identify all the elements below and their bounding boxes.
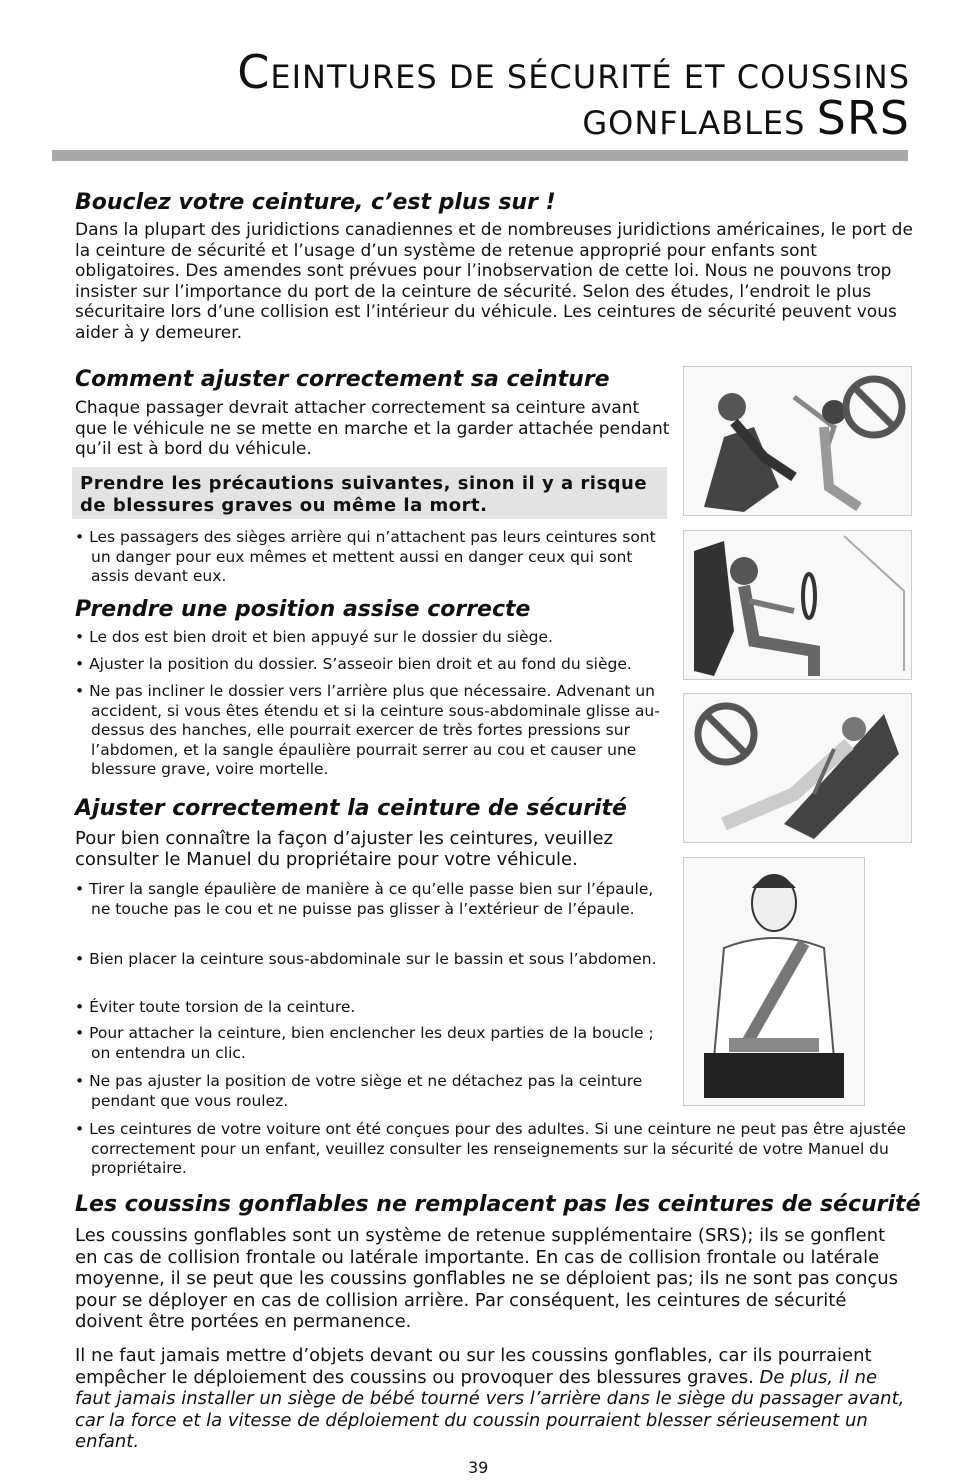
- section1-heading: Bouclez votre ceinture, c’est plus sur !: [75, 190, 556, 215]
- section4-bullet: • Les ceintures de votre voiture ont été conçues pour des adultes. Si une ceinture ne peut pas être ajustée correctement pour un enfant, veuillez consulter les renseignements sur la sécurité de votre Manuel du propriétaire.: [75, 1120, 921, 1179]
- section2-body: Chaque passager devrait attacher correctement sa ceinture avant que le véhicule ne se mette en marche et la garder attachée pendant qu’il est à bord du véhicule.: [75, 398, 670, 459]
- section4-body: Pour bien connaître la façon d’ajuster les ceintures, veuillez consulter le Manuel du propriétaire pour votre véhicule.: [75, 828, 613, 870]
- section4-bullet: • Éviter toute torsion de la ceinture.: [75, 998, 666, 1018]
- section5-body2-normal: Il ne faut jamais mettre d’objets devant ou sur les coussins gonflables, car ils pourraient empêcher le déploiement des coussins ou provoquer des blessures graves.: [75, 1345, 872, 1388]
- section3-bullet: • Ajuster la position du dossier. S’asseoir bien droit et au fond du siège.: [75, 655, 691, 675]
- section4-bullet: • Bien placer la ceinture sous-abdominale sur le bassin et sous l’abdomen.: [75, 950, 666, 970]
- section3-bullet: • Ne pas incliner le dossier vers l’arrière plus que nécessaire. Advenant un accident, si vous êtes étendu et si la ceinture sous-abdominale glisse au-dessus des hanches, elle pourrait exercer de très fortes pressions sur l’abdomen, et la sangle épaulière pourrait serrer au cou et causer une blessure grave, voire mortelle.: [75, 682, 691, 780]
- section4-bullet: • Pour attacher la ceinture, bien enclencher les deux parties de la boucle ; on entendra un clic.: [75, 1024, 666, 1063]
- section5-heading: Les coussins gonflables ne remplacent pas les ceintures de sécurité: [75, 1192, 921, 1217]
- illustration-belt-position: [683, 857, 865, 1106]
- illustration-correct-seating: [683, 530, 912, 680]
- title-cap-2: SRS: [816, 91, 910, 145]
- section1-body: Dans la plupart des juridictions canadiennes et de nombreuses juridictions américaines, le port de la ceinture de sécurité et l’usage d’un système de retenue approprié pour enfants sont obligatoires. Des amendes sont prévues pour l’inobservation de cette loi. Nous ne pouvons trop insister sur l’importance du port de la ceinture de sécurité. Selon des études, l’endroit le plus sécuritaire lors d’une collision est l’intérieur du véhicule. Les ceintures de sécurité peuvent vous aider à y demeurer.: [75, 220, 913, 343]
- section5-body2-italic: De plus, il ne faut jamais installer un siège de bébé tourné vers l’arrière dans le siège du passager avant, car la force et la vitesse de déploiement du coussin pourraient blesser sérieusement un enfant.: [75, 1366, 905, 1452]
- section5-body1: Les coussins gonflables sont un système de retenue supplémentaire (SRS); ils se gonflent en cas de collision frontale ou latérale importante. En cas de collision frontale ou latérale moyenne, il se peut que les coussins gonflables ne se déploient pas; ils ne sont pas conçus pour se déployer en cas de collision arrière. Par conséquent, les ceintures de sécurité doivent être portées en permanence.: [75, 1225, 899, 1332]
- section5-body2: [75, 1345, 905, 1453]
- title-line-2: GONFLABLES: [582, 104, 817, 142]
- section4-bullet: • Ne pas ajuster la position de votre siège et ne détachez pas la ceinture pendant que vous roulez.: [75, 1072, 666, 1111]
- section2-heading: Comment ajuster correctement sa ceinture: [75, 367, 610, 392]
- section3-heading: Prendre une position assise correcte: [75, 597, 531, 622]
- header-rule: [52, 150, 908, 161]
- section2-bullet: • Les passagers des sièges arrière qui n’attachent pas leurs ceintures sont un danger pour eux mêmes et mettent aussi en danger ceux qui sont assis devant eux.: [75, 528, 671, 587]
- section4-heading: Ajuster correctement la ceinture de sécurité: [75, 796, 627, 821]
- title-cap-1: C: [237, 45, 271, 99]
- title-line-1: EINTURES DE SÉCURITÉ ET COUSSINS: [270, 58, 910, 96]
- page-title: [237, 45, 910, 146]
- section3-bullet: • Le dos est bien droit et bien appuyé sur le dossier du siège.: [75, 628, 691, 648]
- illustration-reclined-prohibited: [683, 693, 912, 843]
- illustration-incorrect-seating: [683, 366, 912, 516]
- section4-bullet: • Tirer la sangle épaulière de manière à ce qu’elle passe bien sur l’épaule, ne touche pas le cou et ne puisse pas glisser à l’extérieur de l’épaule.: [75, 880, 666, 919]
- warning-box: Prendre les précautions suivantes, sinon il y a risque de blessures graves ou même la mort.: [72, 467, 667, 519]
- page-number: 39: [468, 1458, 489, 1477]
